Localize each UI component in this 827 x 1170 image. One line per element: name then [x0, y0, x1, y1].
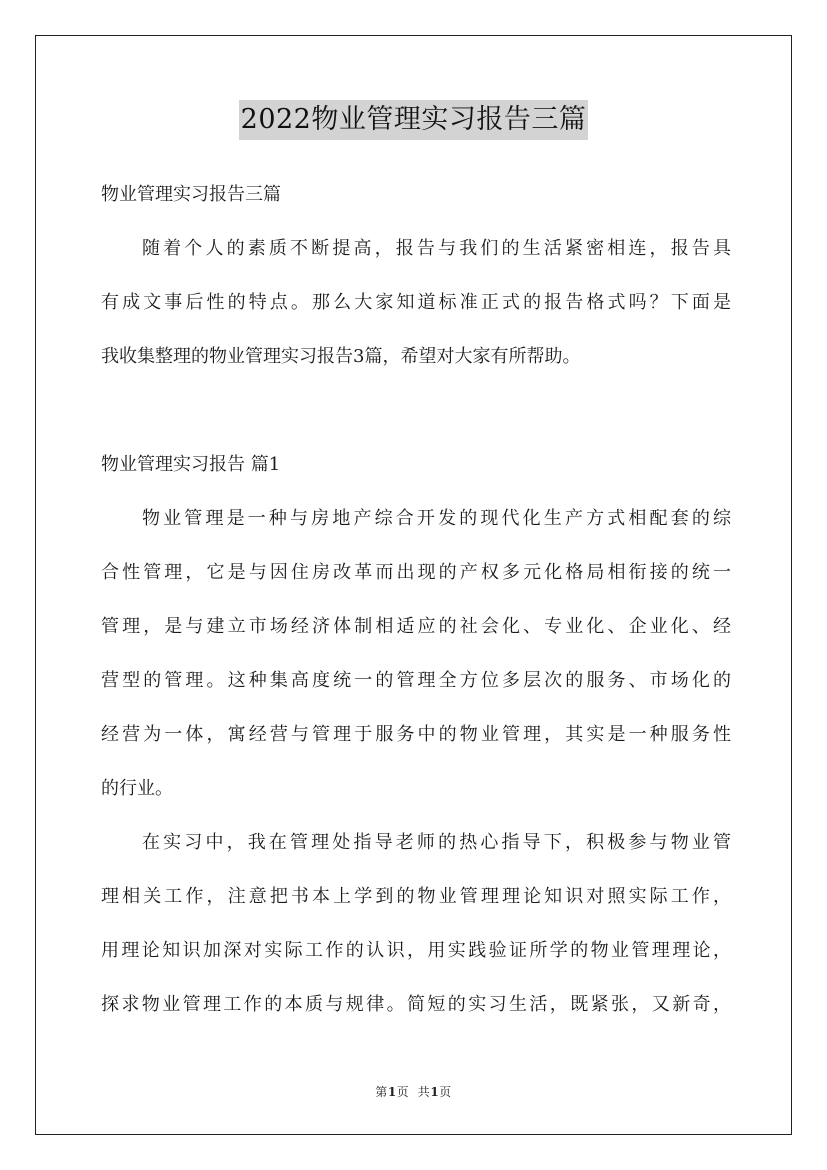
- paragraph1-line-3: 管理，是与建立市场经济体制相适应的社会化、专业化、企业化、经: [101, 616, 731, 637]
- intro-line-3: 我收集整理的物业管理实习报告3篇，希望对大家有所帮助。: [101, 346, 581, 367]
- paragraph1-line-5: 经营为一体，寓经营与管理于服务中的物业管理，其实是一种服务性: [101, 724, 731, 745]
- paragraph1-line-1: 物业管理是一种与房地产综合开发的现代化生产方式相配套的综: [142, 508, 731, 529]
- paragraph2-line-1: 在实习中，我在管理处指导老师的热心指导下，积极参与物业管: [142, 832, 731, 853]
- paragraph-gap: [101, 384, 731, 438]
- footer-suffix: 页: [439, 1085, 452, 1099]
- intro-line-2: 有成文事后性的特点。那么大家知道标准正式的报告格式吗？下面是: [101, 292, 731, 313]
- section-heading: 物业管理实习报告 篇1: [101, 454, 281, 475]
- paragraph2-line-2: 理相关工作，注意把书本上学到的物业管理理论知识对照实际工作，: [101, 886, 731, 907]
- footer-mid: 页 共: [396, 1085, 431, 1099]
- paragraph1-line-4: 营型的管理。这种集高度统一的管理全方位多层次的服务、市场化的: [101, 670, 731, 691]
- title-container: [0, 100, 827, 140]
- paragraph2-line-3: 用理论知识加深对实际工作的认识，用实践验证所学的物业管理理论，: [101, 940, 731, 961]
- paragraph2-line-4: 探求物业管理工作的本质与规律。简短的实习生活，既紧张，又新奇，: [101, 994, 731, 1015]
- document-body: [101, 168, 731, 1032]
- footer-total-pages: 1: [430, 1085, 440, 1099]
- footer-page-number: 1: [387, 1085, 397, 1099]
- intro-line-1: 随着个人的素质不断提高，报告与我们的生活紧密相连，报告具: [142, 238, 731, 259]
- page-footer: [0, 1083, 827, 1100]
- subtitle: 物业管理实习报告三篇: [101, 184, 281, 205]
- footer-prefix: 第: [375, 1085, 388, 1099]
- document-title: 2022物业管理实习报告三篇: [239, 100, 589, 140]
- paragraph1-line-6: 的行业。: [101, 778, 173, 799]
- paragraph1-line-2: 合性管理，它是与因住房改革而出现的产权多元化格局相衔接的统一: [101, 562, 731, 583]
